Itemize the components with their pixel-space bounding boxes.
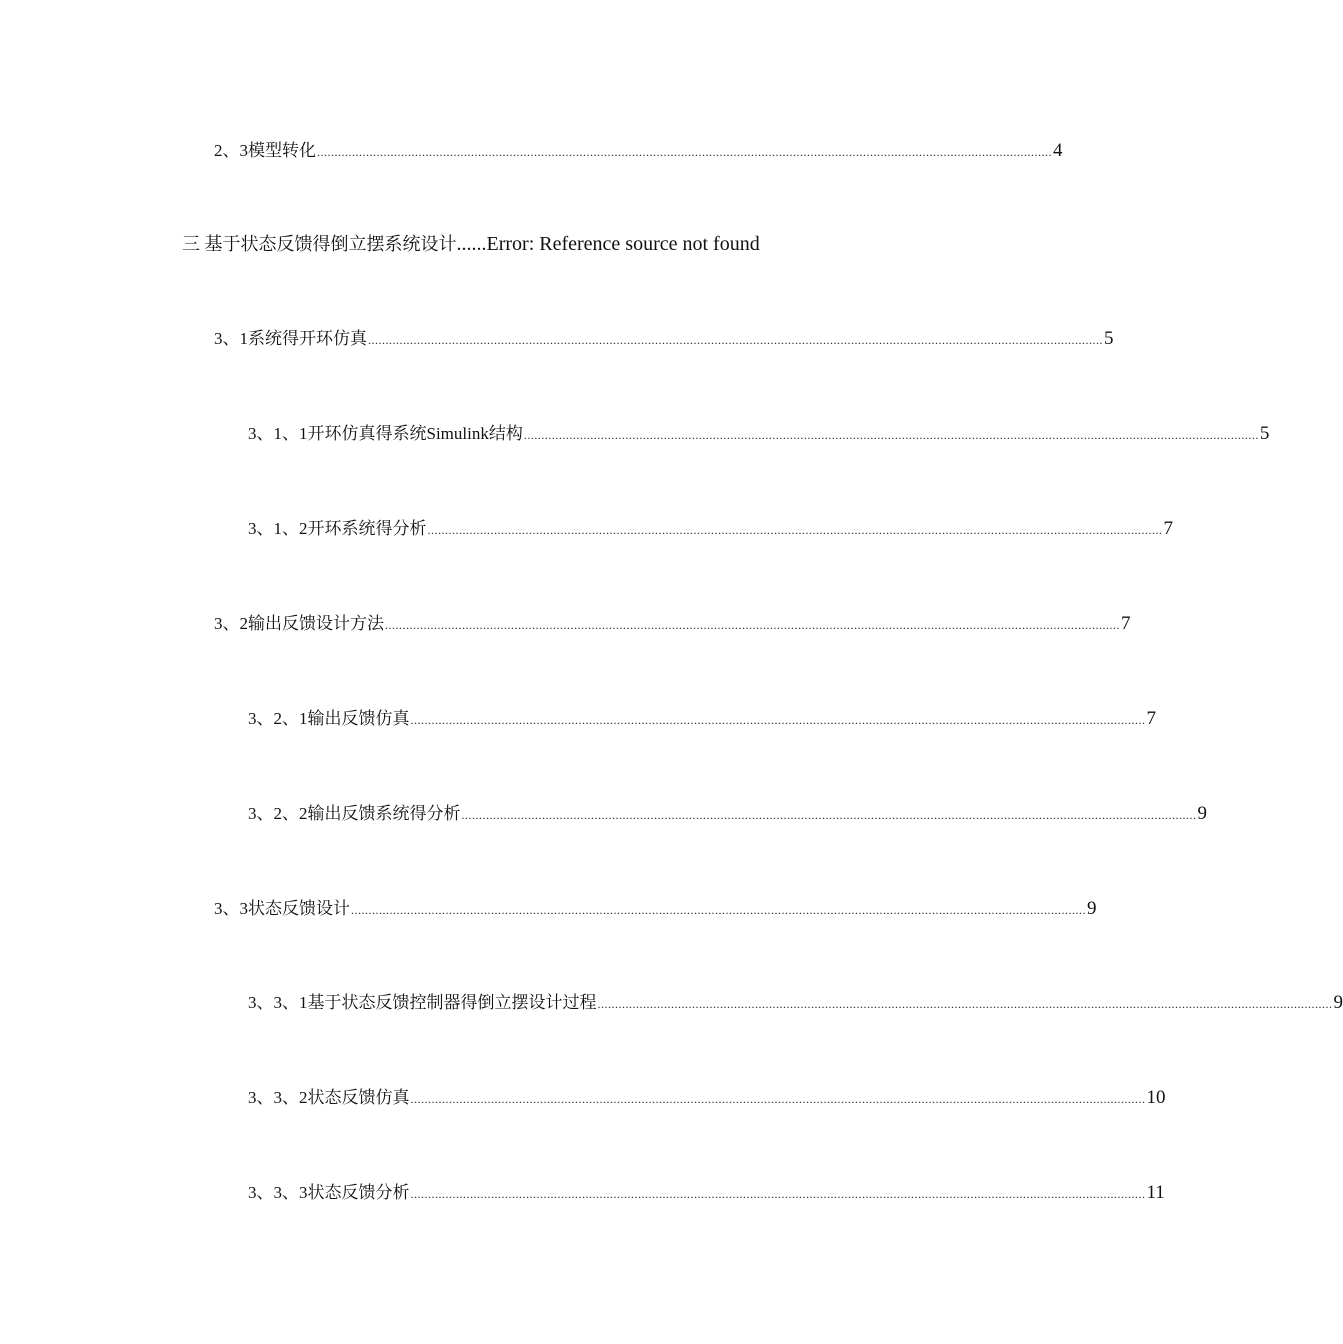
- toc-label: 三 基于状态反馈得倒立摆系统设计: [182, 234, 457, 254]
- toc-label: 3、1、2开环系统得分析: [248, 519, 427, 538]
- dot-leader: ..................................................................................................................................................................................................................: [351, 903, 1086, 917]
- toc-entry-3-1-2[interactable]: [248, 518, 1173, 541]
- toc-entry-3-3-2[interactable]: [248, 1087, 1166, 1110]
- dot-leader: ..................................................................................................................................................................................................................: [523, 428, 1259, 442]
- toc-label: 3、1、1开环仿真得系统Simulink结构: [248, 424, 523, 443]
- toc-label: 3、1系统得开环仿真: [214, 329, 367, 348]
- page-number: 4: [1053, 140, 1063, 161]
- toc-entry-3[interactable]: [182, 233, 807, 255]
- dot-leader: ......: [456, 233, 487, 255]
- toc-entry-2-3[interactable]: [214, 140, 1063, 163]
- dot-leader: ..................................................................................................................................................................................................................: [368, 333, 1103, 347]
- toc-label: 3、2、2输出反馈系统得分析: [248, 804, 461, 823]
- dot-leader: ..................................................................................................................................................................................................................: [317, 145, 1052, 159]
- page-number: 7: [1121, 613, 1131, 634]
- dot-leader: ..................................................................................................................................................................................................................: [410, 1092, 1146, 1106]
- dot-leader: ..................................................................................................................................................................................................................: [597, 997, 1333, 1011]
- toc-label: 3、2、1输出反馈仿真: [248, 709, 410, 728]
- dot-leader: ..................................................................................................................................................................................................................: [410, 713, 1146, 727]
- dot-leader: ..................................................................................................................................................................................................................: [461, 808, 1197, 822]
- page-number: 9: [1087, 898, 1097, 919]
- toc-entry-3-1[interactable]: [214, 328, 1114, 351]
- toc-entry-3-3[interactable]: [214, 898, 1097, 921]
- page-number: 5: [1259, 423, 1270, 444]
- toc-label: 3、3、3状态反馈分析: [248, 1183, 410, 1202]
- dot-leader: ..................................................................................................................................................................................................................: [427, 523, 1163, 537]
- page-number: 9: [1333, 992, 1343, 1013]
- page-number: 11: [1146, 1182, 1165, 1203]
- toc-entry-3-2[interactable]: [214, 613, 1131, 636]
- toc-label: 3、3、1基于状态反馈控制器得倒立摆设计过程: [248, 993, 597, 1012]
- toc-entry-3-2-1[interactable]: [248, 708, 1156, 731]
- dot-leader: ..................................................................................................................................................................................................................: [410, 1187, 1146, 1201]
- reference-error-text: Error: Reference source not found: [486, 233, 760, 255]
- page-number: 7: [1163, 518, 1173, 539]
- dot-leader: ..................................................................................................................................................................................................................: [385, 618, 1120, 632]
- toc-label: 3、3状态反馈设计: [214, 899, 350, 918]
- toc-entry-3-3-1[interactable]: [248, 992, 1343, 1015]
- toc-label: 3、2输出反馈设计方法: [214, 614, 384, 633]
- toc-label: 2、3模型转化: [214, 141, 316, 160]
- page-number: 5: [1104, 328, 1114, 349]
- page-number: 7: [1146, 708, 1156, 729]
- toc-entry-3-3-3[interactable]: [248, 1182, 1165, 1205]
- toc-entry-3-1-1[interactable]: [248, 423, 1270, 446]
- toc-label: 3、3、2状态反馈仿真: [248, 1088, 410, 1107]
- page-number: 10: [1146, 1087, 1166, 1108]
- toc-entry-3-2-2[interactable]: [248, 803, 1207, 826]
- page-number: 9: [1197, 803, 1207, 824]
